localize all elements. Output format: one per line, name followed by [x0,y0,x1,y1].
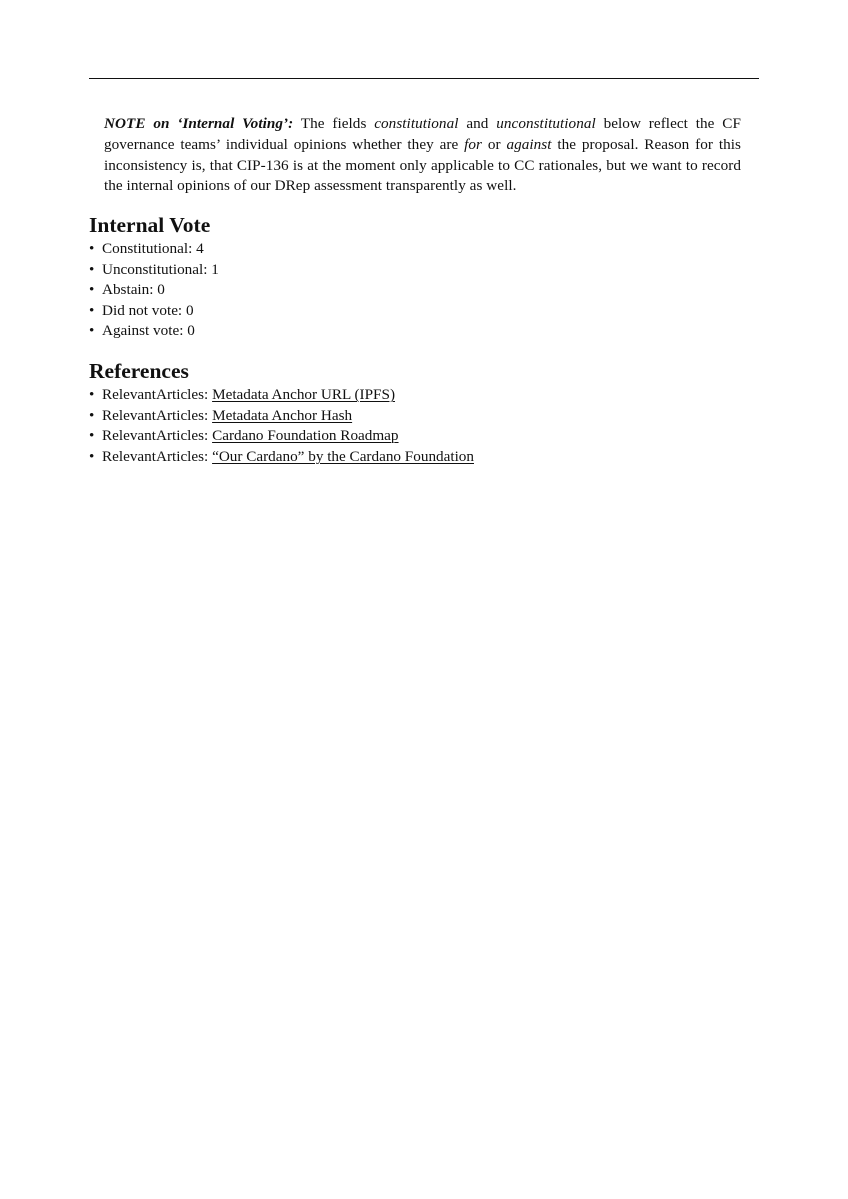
vote-count-did-not-vote: Did not vote: 0 [102,301,194,319]
references-heading: References [89,359,189,383]
note-emphasis-unconstitutional: unconstitutional [496,115,596,132]
note-text: and [458,115,497,132]
bullet-icon: • [89,240,95,257]
note-label: NOTE on ‘Internal Voting’: [104,115,294,132]
note-emphasis-for: for [464,135,483,153]
internal-vote-heading: Internal Vote [89,213,211,237]
link-our-cardano[interactable]: “Our Cardano” by the Cardano Foundation [212,447,474,465]
bullet-icon: • [89,427,95,445]
vote-count-unconstitutional: Unconstitutional: 1 [102,260,219,278]
list-item [89,260,219,281]
list-item [89,280,219,301]
bullet-icon: • [89,447,95,465]
note-text: the proposal. Reason for this inconsistency is, that CIP-136 is at the moment only applicable to CC rationales, but we want to record the internal opinions of our DRep assessment transparently as well. [104,135,741,195]
bullet-icon: • [89,301,95,319]
bullet-icon: • [89,386,95,403]
list-item [89,239,219,260]
note-emphasis-against: against [506,135,552,153]
bullet-icon: • [89,281,95,299]
link-metadata-anchor-hash[interactable]: Metadata Anchor Hash [212,406,353,424]
references-list [89,385,474,467]
vote-count-constitutional: Constitutional: 4 [102,240,204,257]
internal-voting-note [104,114,741,197]
list-item [89,447,474,468]
note-text: or [482,135,507,153]
reference-prefix: RelevantArticles: [102,406,213,424]
note-text: below reflect the CF governance teams’ individual opinions whether they are [104,115,741,153]
reference-prefix: RelevantArticles: [102,427,213,445]
list-item [89,406,474,427]
note-text: The fields [293,115,375,132]
link-metadata-anchor-url[interactable]: Metadata Anchor URL (IPFS) [212,386,396,403]
note-emphasis-constitutional: constitutional [374,115,459,132]
bullet-icon: • [89,260,95,278]
bullet-icon: • [89,406,95,424]
reference-prefix: RelevantArticles: [102,447,213,465]
internal-vote-list [89,239,219,342]
bullet-icon: • [89,322,95,340]
vote-count-against: Against vote: 0 [102,322,195,340]
list-item [89,385,474,406]
list-item [89,321,219,342]
list-item [89,301,219,322]
list-item [89,426,474,447]
header-rule [89,78,759,79]
reference-prefix: RelevantArticles: [102,386,213,403]
vote-count-abstain: Abstain: 0 [102,281,165,299]
link-cardano-foundation-roadmap[interactable]: Cardano Foundation Roadmap [212,427,399,445]
